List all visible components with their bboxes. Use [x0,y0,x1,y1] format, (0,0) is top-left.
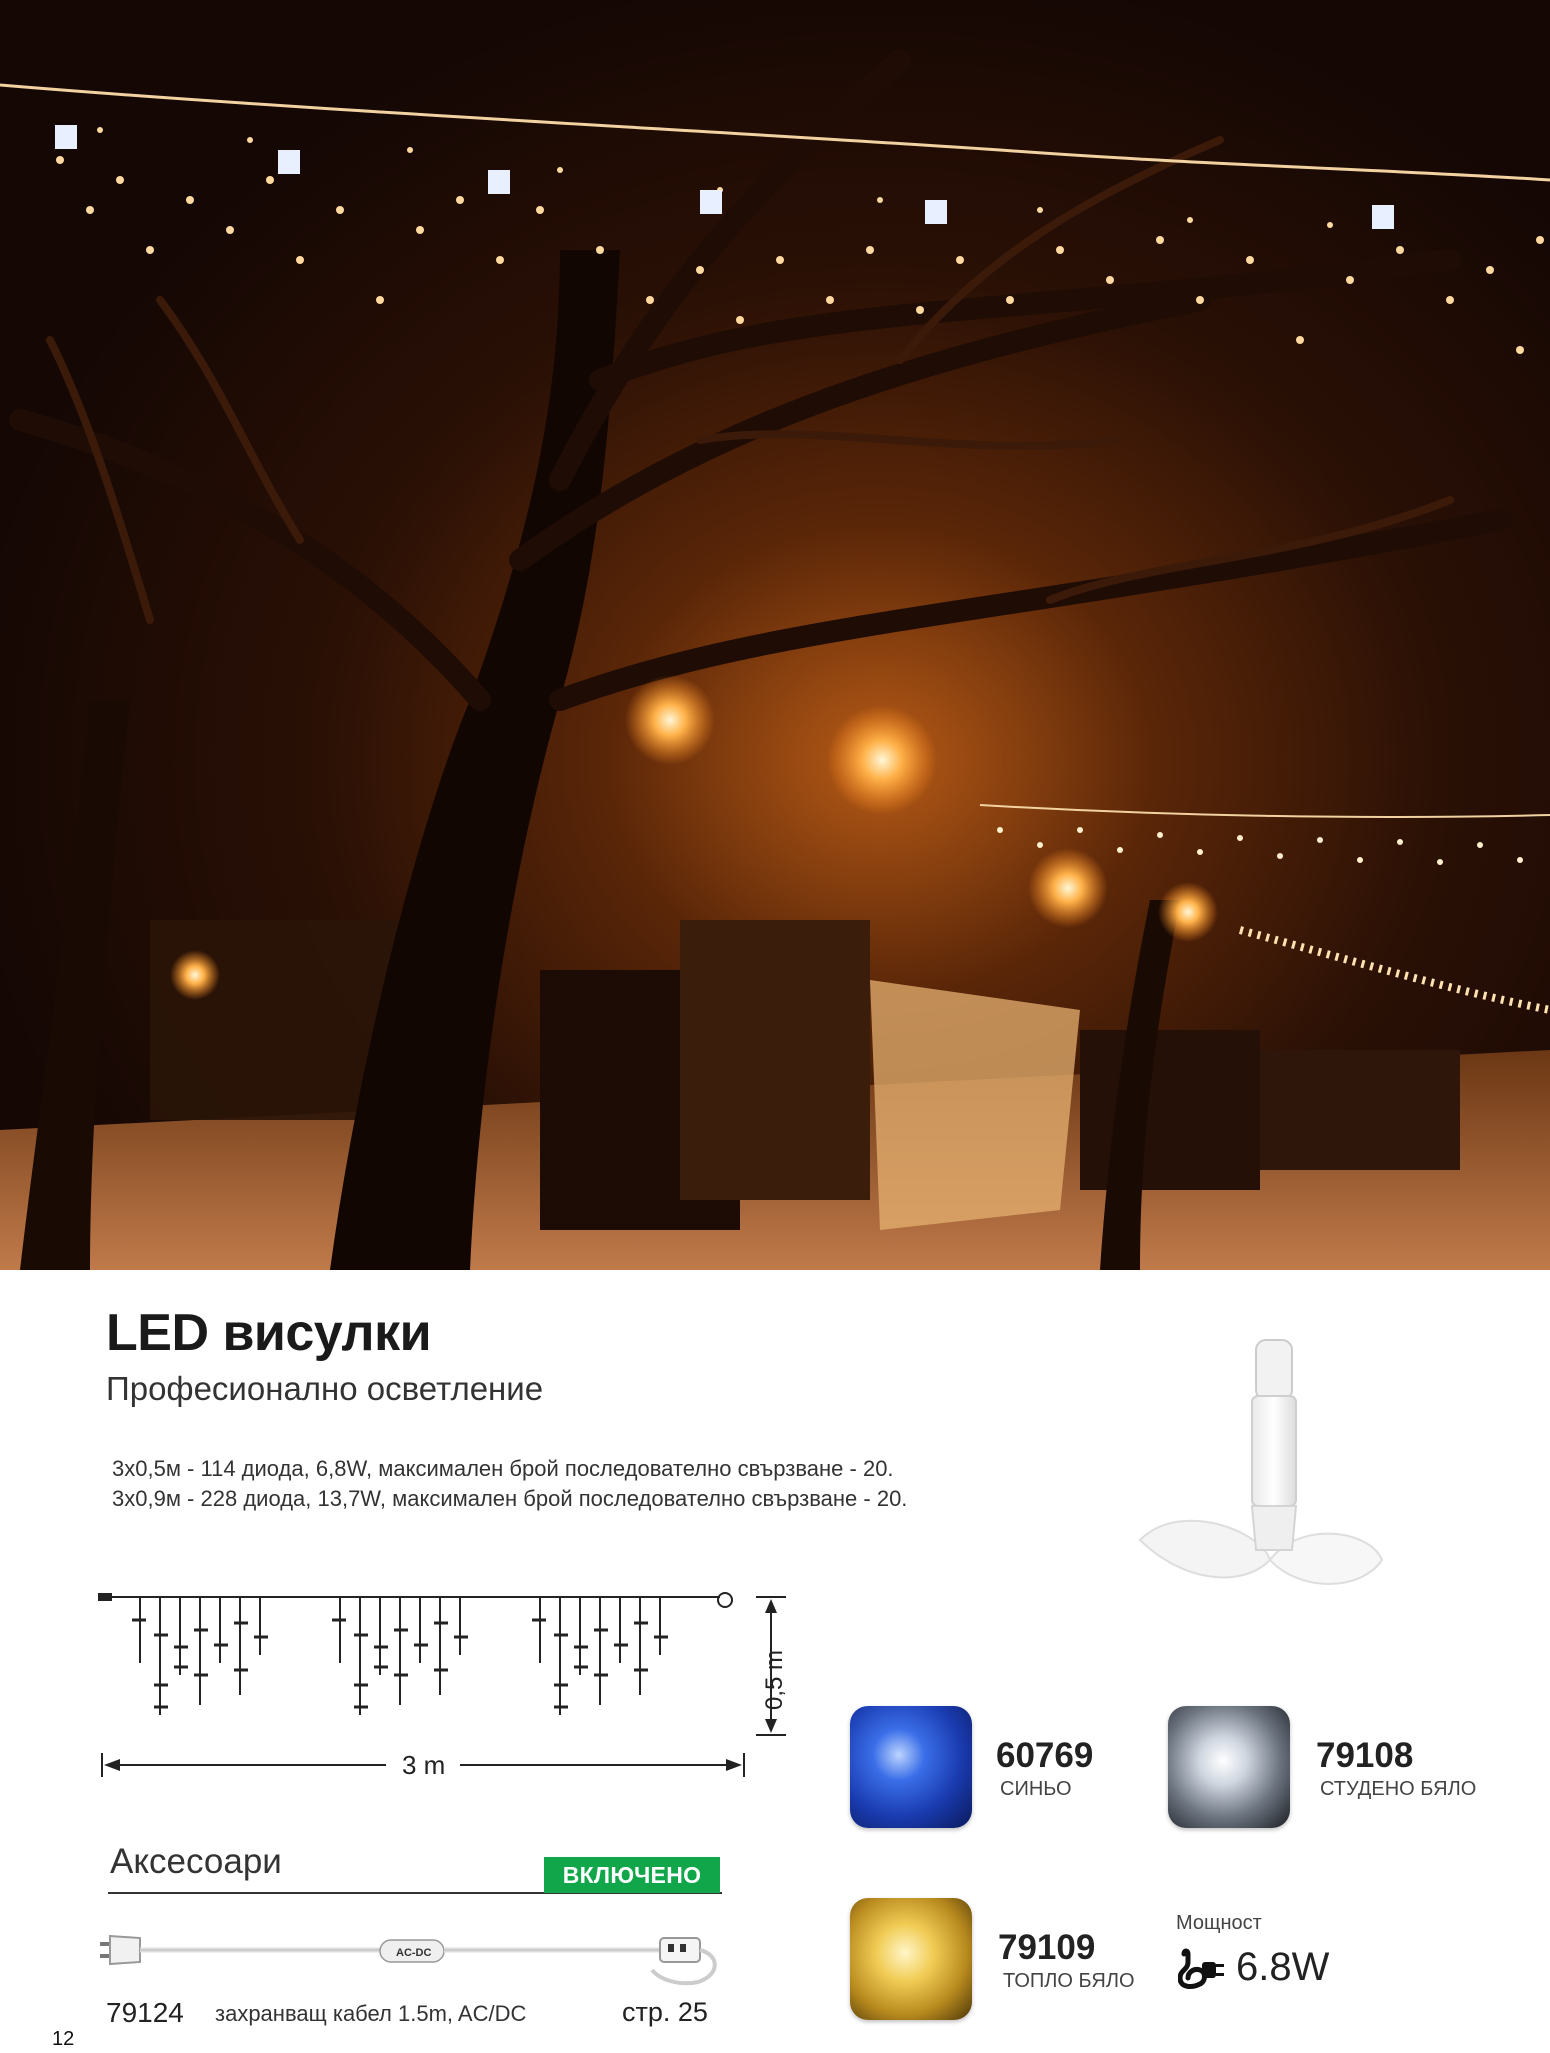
variant-swatch-warm-white [850,1898,972,2020]
variant-name: СИНЬО [1000,1778,1072,1800]
accessories-title: Аксесоари [110,1842,282,1881]
spec-line-2: 3x0,9м - 228 диода, 13,7W, максимален брой последователно свързване - 20. [112,1486,908,1511]
power-label: Мощност [1176,1912,1262,1934]
spec-line-1: 3x0,5м - 114 диода, 6,8W, максимален брой последователно свързване - 20. [112,1456,894,1481]
page-number: 12 [52,2028,75,2050]
adapter-label: AC-DC [396,1947,432,1959]
variant-name: СТУДЕНО БЯЛО [1320,1778,1477,1800]
variant-code: 60769 [996,1736,1094,1775]
variant-code: 79109 [998,1928,1096,1967]
accessory-page-link[interactable]: стр. 25 [622,1997,708,2027]
variant-swatch-blue [850,1706,972,1828]
power-cable-illustration [100,1920,740,1990]
accessory-description: захранващ кабел 1.5m, AC/DC [215,2001,527,2026]
product-subtitle: Професионално осветление [106,1370,544,1407]
product-title: LED висулки [106,1304,432,1362]
variant-code: 79108 [1316,1736,1414,1775]
dimension-diagram [90,1575,810,1805]
accessory-code: 79124 [106,1997,184,2028]
included-badge: ВКЛЮЧЕНО [544,1857,720,1893]
led-bulb-closeup-image [1120,1330,1400,1620]
variant-name: ТОПЛО БЯЛО [1003,1970,1135,1992]
power-value: 6.8W [1236,1945,1330,1989]
variant-swatch-cool-white [1168,1706,1290,1828]
height-label: 0,5 m [761,1649,788,1710]
plug-icon [1178,1948,1226,1994]
width-label: 3 m [402,1750,446,1780]
